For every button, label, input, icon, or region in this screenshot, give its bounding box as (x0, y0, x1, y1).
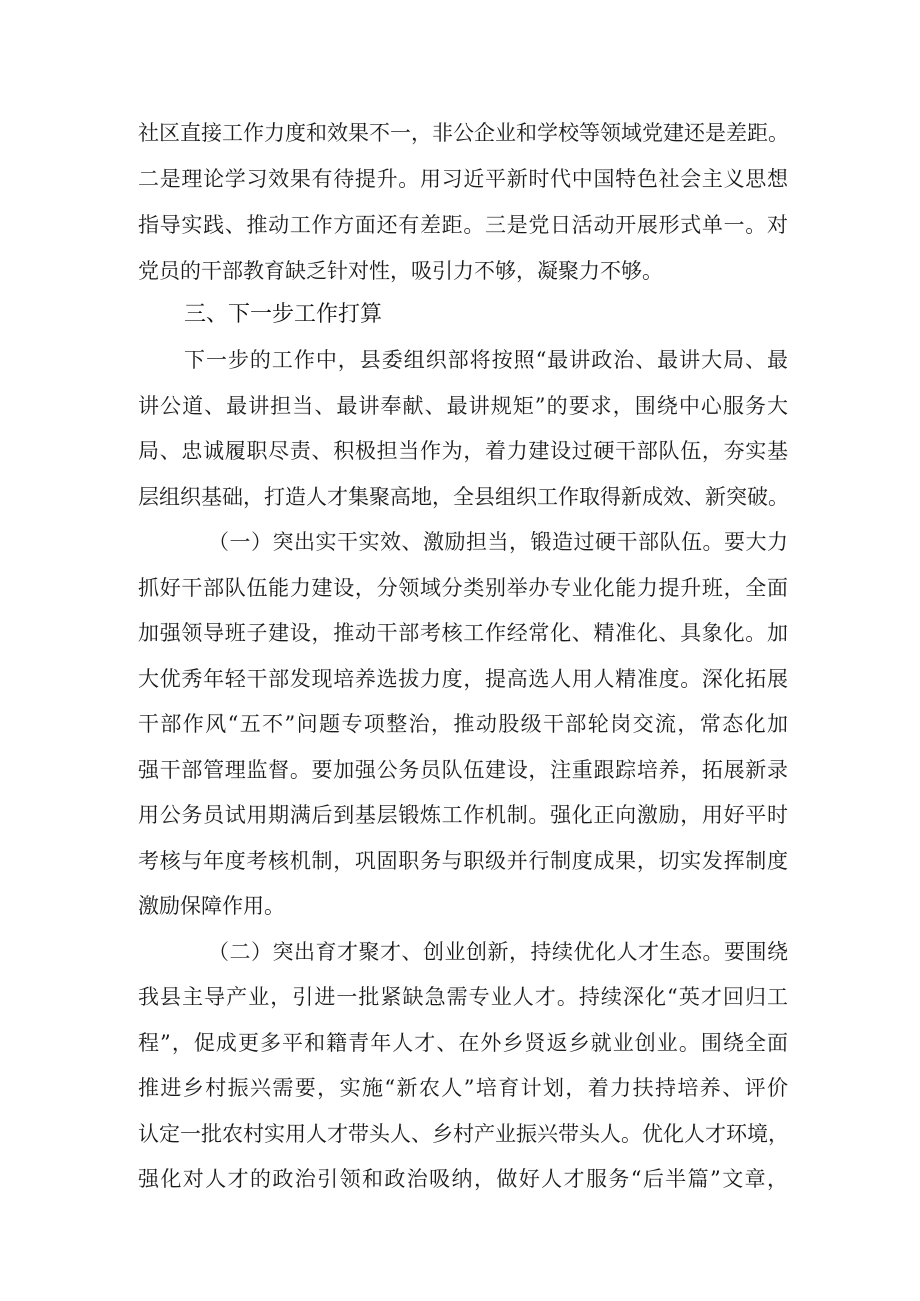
paragraph-4-line-6: 强化对人才的政治引领和政治吸纳，做好人才服务“后半篇”文章， (138, 1167, 788, 1191)
paragraph-1-line-3: 指导实践、推动工作方面还有差距。三是党日活动开展形式单一。对 (138, 213, 788, 237)
paragraph-1-line-1: 社区直接工作力度和效果不一，非公企业和学校等领域党建还是差距。 (138, 121, 789, 145)
paragraph-3-line-2: 抓好干部队伍能力建设，分领域分类别举办专业化能力提升班，全面 (138, 576, 788, 600)
paragraph-3-line-4: 大优秀年轻干部发现培养选拔力度，提高选人用人精准度。深化拓展 (138, 667, 788, 691)
paragraph-4-line-1: （二）突出育才聚才、创业创新，持续优化人才生态。要围绕 (208, 940, 788, 964)
paragraph-2-line-1: 下一步的工作中，县委组织部将按照“最讲政治、最讲大局、最 (184, 348, 788, 372)
section-heading-3: 三、下一步工作打算 (184, 302, 383, 327)
paragraph-3-line-9: 激励保障作用。 (138, 894, 285, 918)
paragraph-2-line-4: 层组织基础，打造人才集聚高地，全县组织工作取得新成效、新突破。 (138, 485, 789, 509)
paragraph-3-line-7: 用公务员试用期满后到基层锻炼工作机制。强化正向激励，用好平时 (138, 803, 788, 827)
paragraph-4-line-2: 我县主导产业，引进一批紧缺急需专业人才。持续深化“英才回归工 (138, 985, 788, 1009)
paragraph-3-line-8: 考核与年度考核机制，巩固职务与职级并行制度成果，切实发挥制度 (138, 849, 788, 873)
paragraph-2-line-3: 局、忠诚履职尽责、积极担当作为，着力建设过硬干部队伍，夯实基 (138, 439, 788, 463)
paragraph-2-line-2: 讲公道、最讲担当、最讲奉献、最讲规矩”的要求，围绕中心服务大 (138, 394, 788, 418)
paragraph-4-line-4: 推进乡村振兴需要，实施“新农人”培育计划，着力扶持培养、评价 (138, 1076, 788, 1100)
paragraph-3-line-3: 加强领导班子建设，推动干部考核工作经常化、精准化、具象化。加 (138, 621, 788, 645)
paragraph-3-line-1: （一）突出实干实效、激励担当，锻造过硬干部队伍。要大力 (208, 530, 788, 554)
paragraph-3-line-5: 干部作风“五不”问题专项整治，推动股级干部轮岗交流，常态化加 (138, 712, 788, 736)
paragraph-4-line-5: 认定一批农村实用人才带头人、乡村产业振兴带头人。优化人才环境， (138, 1122, 789, 1146)
paragraph-1-line-2: 二是理论学习效果有待提升。用习近平新时代中国特色社会主义思想 (138, 167, 788, 191)
paragraph-4-line-3: 程”，促成更多平和籍青年人才、在外乡贤返乡就业创业。围绕全面 (138, 1031, 788, 1055)
paragraph-3-line-6: 强干部管理监督。要加强公务员队伍建设，注重跟踪培养，拓展新录 (138, 758, 788, 782)
paragraph-1-line-4: 党员的干部教育缺乏针对性，吸引力不够，凝聚力不够。 (138, 259, 663, 283)
